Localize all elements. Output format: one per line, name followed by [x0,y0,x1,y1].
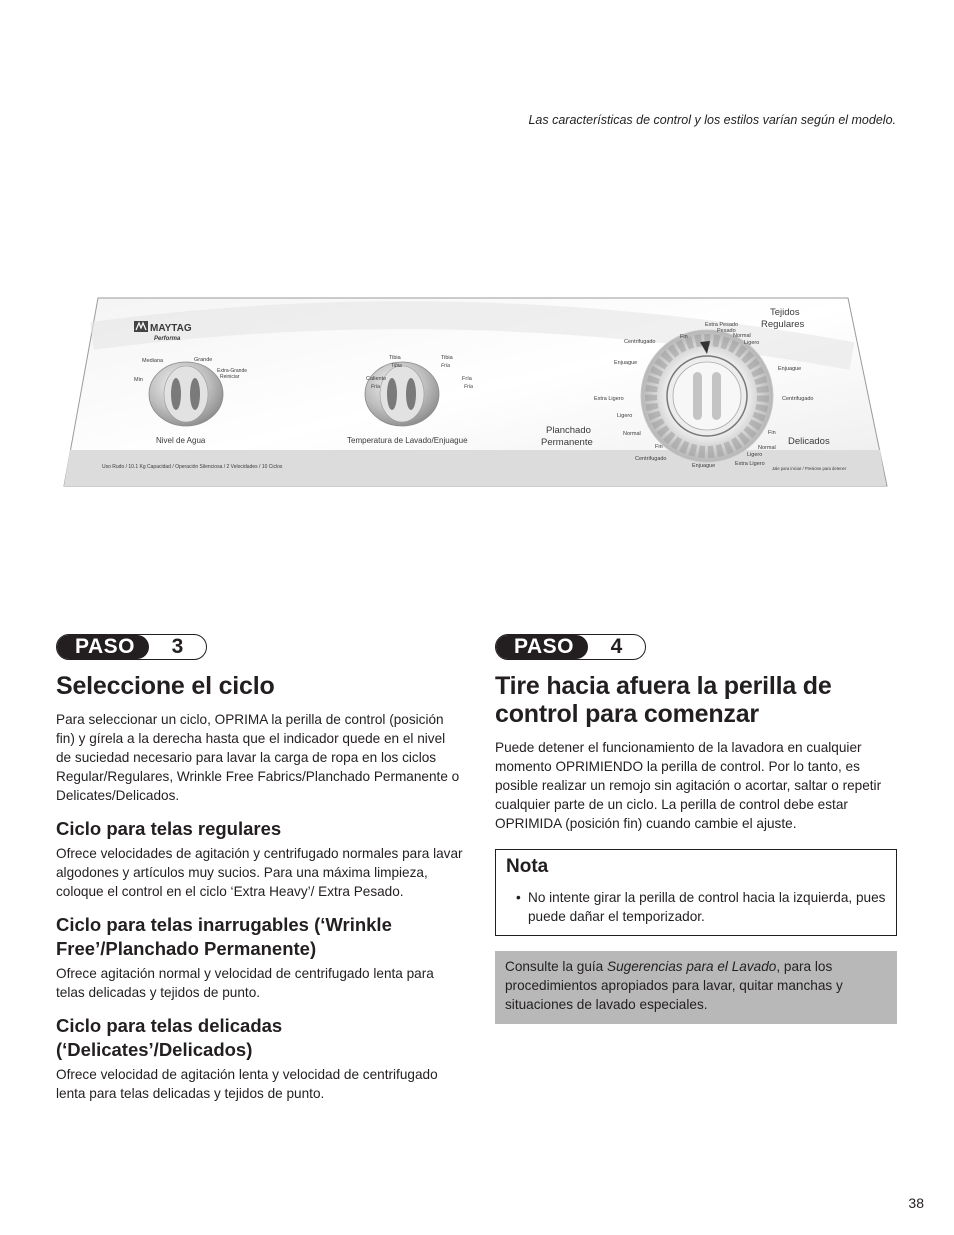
model-note-caption: Las características de control y los estilos varían según el modelo. [528,113,896,127]
water-option-reiniciar: Reiniciar [220,374,240,380]
cycle-label-planchado: Planchado [546,425,591,436]
regular-cycle-body: Ofrece velocidades de agitación y centrifugado normales para lavar algodones y artículos muy sucios. Para una máxima limpieza, coloque el control en el ciclo ‘Extra Heavy’/ Extra Pesado. [56,846,463,899]
water-option-grande: Grande [194,357,213,363]
step-3-badge [56,634,207,660]
step-3-title: Seleccione el ciclo [56,672,275,700]
panel-footer-specs: Uso Rudo / 10.1 Kg Capacidad / Operación Silenciosa / 2 Velocidades / 10 Ciclos [102,464,283,470]
tip-suffix: , para los procedimientos apropiados para lavar, quitar manchas y situaciones de lavado especiales. [505,959,843,1012]
wrinkle-free-cycle-heading: Ciclo para telas inarrugables (‘Wrinkle Free’/Planchado Permanente) [56,914,392,959]
temperature-title: Temperatura de Lavado/Enjuague [347,436,468,445]
page-number: 38 [908,1195,924,1211]
regular-cycle-heading: Ciclo para telas regulares [56,818,282,839]
wrinkle-free-cycle-body: Ofrece agitación normal y velocidad de centrifugado lenta para telas delicadas y tejidos de punto. [56,966,434,1000]
cycle-label-tejidos: Tejidos [770,307,800,318]
step-4-body: Puede detener el funcionamiento de la lavadora en cualquier momento OPRIMIENDO la perilla de control. Por lo tanto, es posible realizar un remojo sin agitación o acortar, saltar o repetir cualquier parte de un ciclo. La perilla de control debe estar OPRIMIDA (posición fin) cuando cambie el ajuste. [495,740,882,831]
tip-guide-title: Sugerencias para el Lavado [607,959,777,974]
dial-extra-pesado: Extra Pesado [705,322,739,328]
step-3-intro: Para seleccionar un ciclo, OPRIMA la perilla de control (posición fin) y gírela a la derecha hasta que el indicador quede en el nivel de suciedad necesario para lavar la carga de ropa en los ciclos Regular/Regulares, Wrinkle Free Fabrics/Planchado Permanente o Delicates/Delicados. [56,712,460,803]
step-4-badge-word: PASO [496,635,588,659]
water-level-title: Nivel de Agua [156,436,206,445]
dial-centrifugado-bottom: Centrifugado [635,456,667,462]
dial-fin-bottom-left: Fin [655,444,663,450]
water-level-knob [149,362,223,426]
dial-centrifugado-right: Centrifugado [782,396,814,402]
temp-option-fria-3: Fría [462,376,472,382]
temp-option-fria-4: Fría [464,384,473,390]
dial-pesado: Pesado [717,328,736,334]
nota-title: Nota [506,856,549,877]
water-option-mediana: Mediana [142,358,164,364]
temperature-knob [365,362,439,426]
temp-option-tibia-3: Tibia [441,355,453,361]
dial-extra-ligero-bottom: Extra Ligero [735,461,765,467]
dial-normal-left: Normal [623,431,641,437]
dial-enjuague-left: Enjuague [614,360,638,366]
tip-prefix: Consulte la guía [505,959,608,974]
delicates-cycle-body: Ofrece velocidad de agitación lenta y velocidad de centrifugado lenta para telas delicadas y tejidos de punto. [56,1067,438,1101]
dial-enjuague-right: Enjuague [778,366,802,372]
temp-option-fria-2: Fría [371,384,380,390]
dial-normal-bottom-right: Normal [758,445,776,451]
step-3-column [56,634,464,1103]
step-3-badge-word: PASO [57,635,149,659]
cycle-dial [641,330,773,462]
dial-ligero-top: Ligero [744,340,760,346]
water-option-min: Min [134,377,143,383]
temp-option-tibia-1: Tibia [389,355,401,361]
dial-ligero-left: Ligero [617,413,633,419]
dial-fin-right: Fin [768,430,776,436]
brand-sub: Performa [154,336,181,342]
laundry-tips-box [495,951,897,1024]
water-option-extra-grande: Extra-Grande [217,368,248,374]
cycle-label-permanente: Permanente [541,437,593,448]
control-panel-illustration [62,296,888,490]
dial-ligero-bottom-right: Ligero [747,452,763,458]
step-4-badge-number: 4 [610,635,623,658]
panel-footer-instructions: Jale para iniciar / Presione para detener [772,466,847,471]
temp-option-caliente: Caliente [366,376,387,382]
temp-option-fria-1: Fría [441,363,450,369]
step-4-badge [495,634,646,660]
dial-enjuague-bottom: Enjuague [692,463,716,469]
step-3-badge-number: 3 [171,635,184,658]
step-4-title: Tire hacia afuera la perilla de control para comenzar [495,672,832,728]
nota-box [495,849,897,936]
cycle-label-regulares: Regulares [761,319,805,330]
step-4-column [495,634,897,1024]
maytag-logo-icon [134,321,148,332]
dial-normal-top: Normal [733,333,751,339]
delicates-cycle-heading: Ciclo para telas delicadas (‘Delicates’/Delicados) [56,1015,283,1060]
nota-item: • No intente girar la perilla de control hacia la izquierda, pues puede dañar el temporizador. [518,888,886,926]
brand-name: MAYTAG [150,323,192,334]
cycle-label-delicados: Delicados [788,436,830,447]
temp-option-tibia-2: Tibia [391,363,402,369]
nota-list [506,888,886,926]
dial-extra-ligero-left: Extra Ligero [594,396,624,402]
dial-centrifugado-top-left: Centrifugado [624,339,656,345]
dial-fin-top-left: Fin [680,334,688,340]
